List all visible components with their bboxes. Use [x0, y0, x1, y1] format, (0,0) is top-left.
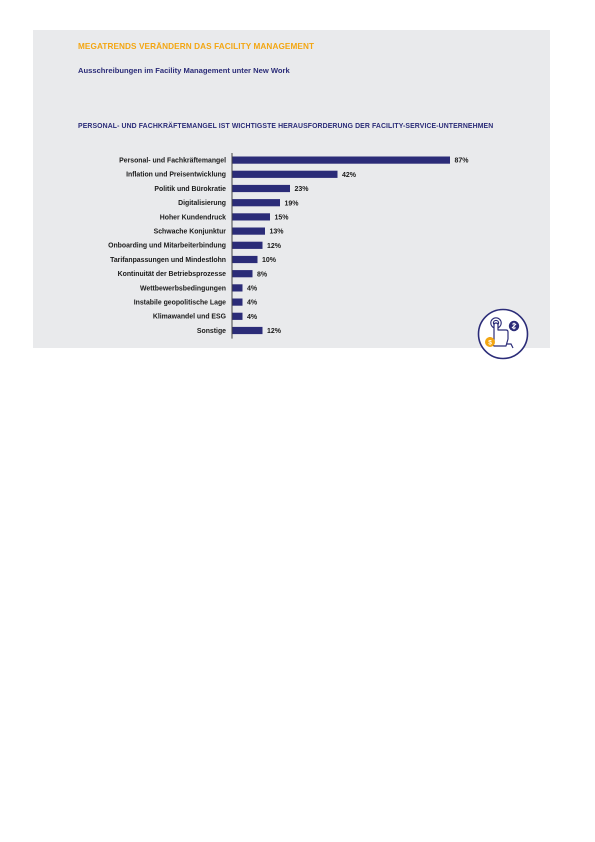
category-label: Schwache Konjunktur	[153, 228, 226, 236]
category-label: Tarifanpassungen und Mindestlohn	[110, 256, 226, 264]
chart-title: PERSONAL- UND FACHKRÄFTEMANGEL IST WICHTIGSTE HERAUSFORDERUNG DER FACILITY-SERVICE-UNTERNEHMEN	[78, 123, 494, 130]
data-label: 42%	[342, 171, 357, 179]
data-label: 4%	[247, 313, 258, 321]
section-kicker: MEGATRENDS VERÄNDERN DAS FACILITY MANAGEMENT	[78, 42, 315, 51]
category-label: Politik und Bürokratie	[154, 185, 226, 193]
bar	[233, 313, 243, 320]
category-label: Hoher Kundendruck	[159, 214, 226, 222]
data-label: 19%	[284, 200, 299, 208]
data-label: 12%	[267, 328, 282, 336]
bar-chart	[33, 150, 503, 340]
bar	[233, 228, 266, 235]
category-label: Kontinuität der Betriebsprozesse	[117, 271, 226, 279]
category-label: Digitalisierung	[178, 200, 226, 208]
bar	[233, 327, 263, 334]
data-label: 4%	[247, 285, 258, 293]
bar	[233, 171, 338, 178]
category-label: Klimawandel und ESG	[152, 313, 226, 321]
category-label: Wettbewerbsbedingungen	[139, 285, 226, 293]
bar	[233, 157, 451, 164]
data-label: 12%	[267, 242, 282, 250]
data-label: 4%	[247, 299, 258, 307]
data-label: 8%	[257, 271, 268, 279]
bar	[233, 242, 263, 249]
data-label: 13%	[269, 228, 284, 236]
category-label: Sonstige	[196, 327, 226, 335]
bar	[233, 299, 243, 306]
svg-text:$: $	[488, 339, 492, 347]
data-label: 15%	[274, 214, 289, 222]
data-label: 23%	[294, 186, 309, 194]
bar	[233, 270, 253, 277]
category-label: Instabile geopolitische Lage	[133, 299, 226, 307]
bar	[233, 213, 271, 220]
category-label: Inflation und Preisentwicklung	[126, 171, 226, 179]
data-label: 10%	[262, 257, 277, 265]
bar	[233, 256, 258, 263]
bar	[233, 185, 291, 192]
section-subtitle: Ausschreibungen im Facility Management unter New Work	[78, 66, 290, 75]
bar	[233, 199, 281, 206]
category-label: Onboarding und Mitarbeiterbindung	[108, 242, 226, 250]
bar	[233, 284, 243, 291]
data-label: 87%	[454, 157, 469, 165]
category-label: Personal- und Fachkräftemangel	[119, 157, 226, 165]
